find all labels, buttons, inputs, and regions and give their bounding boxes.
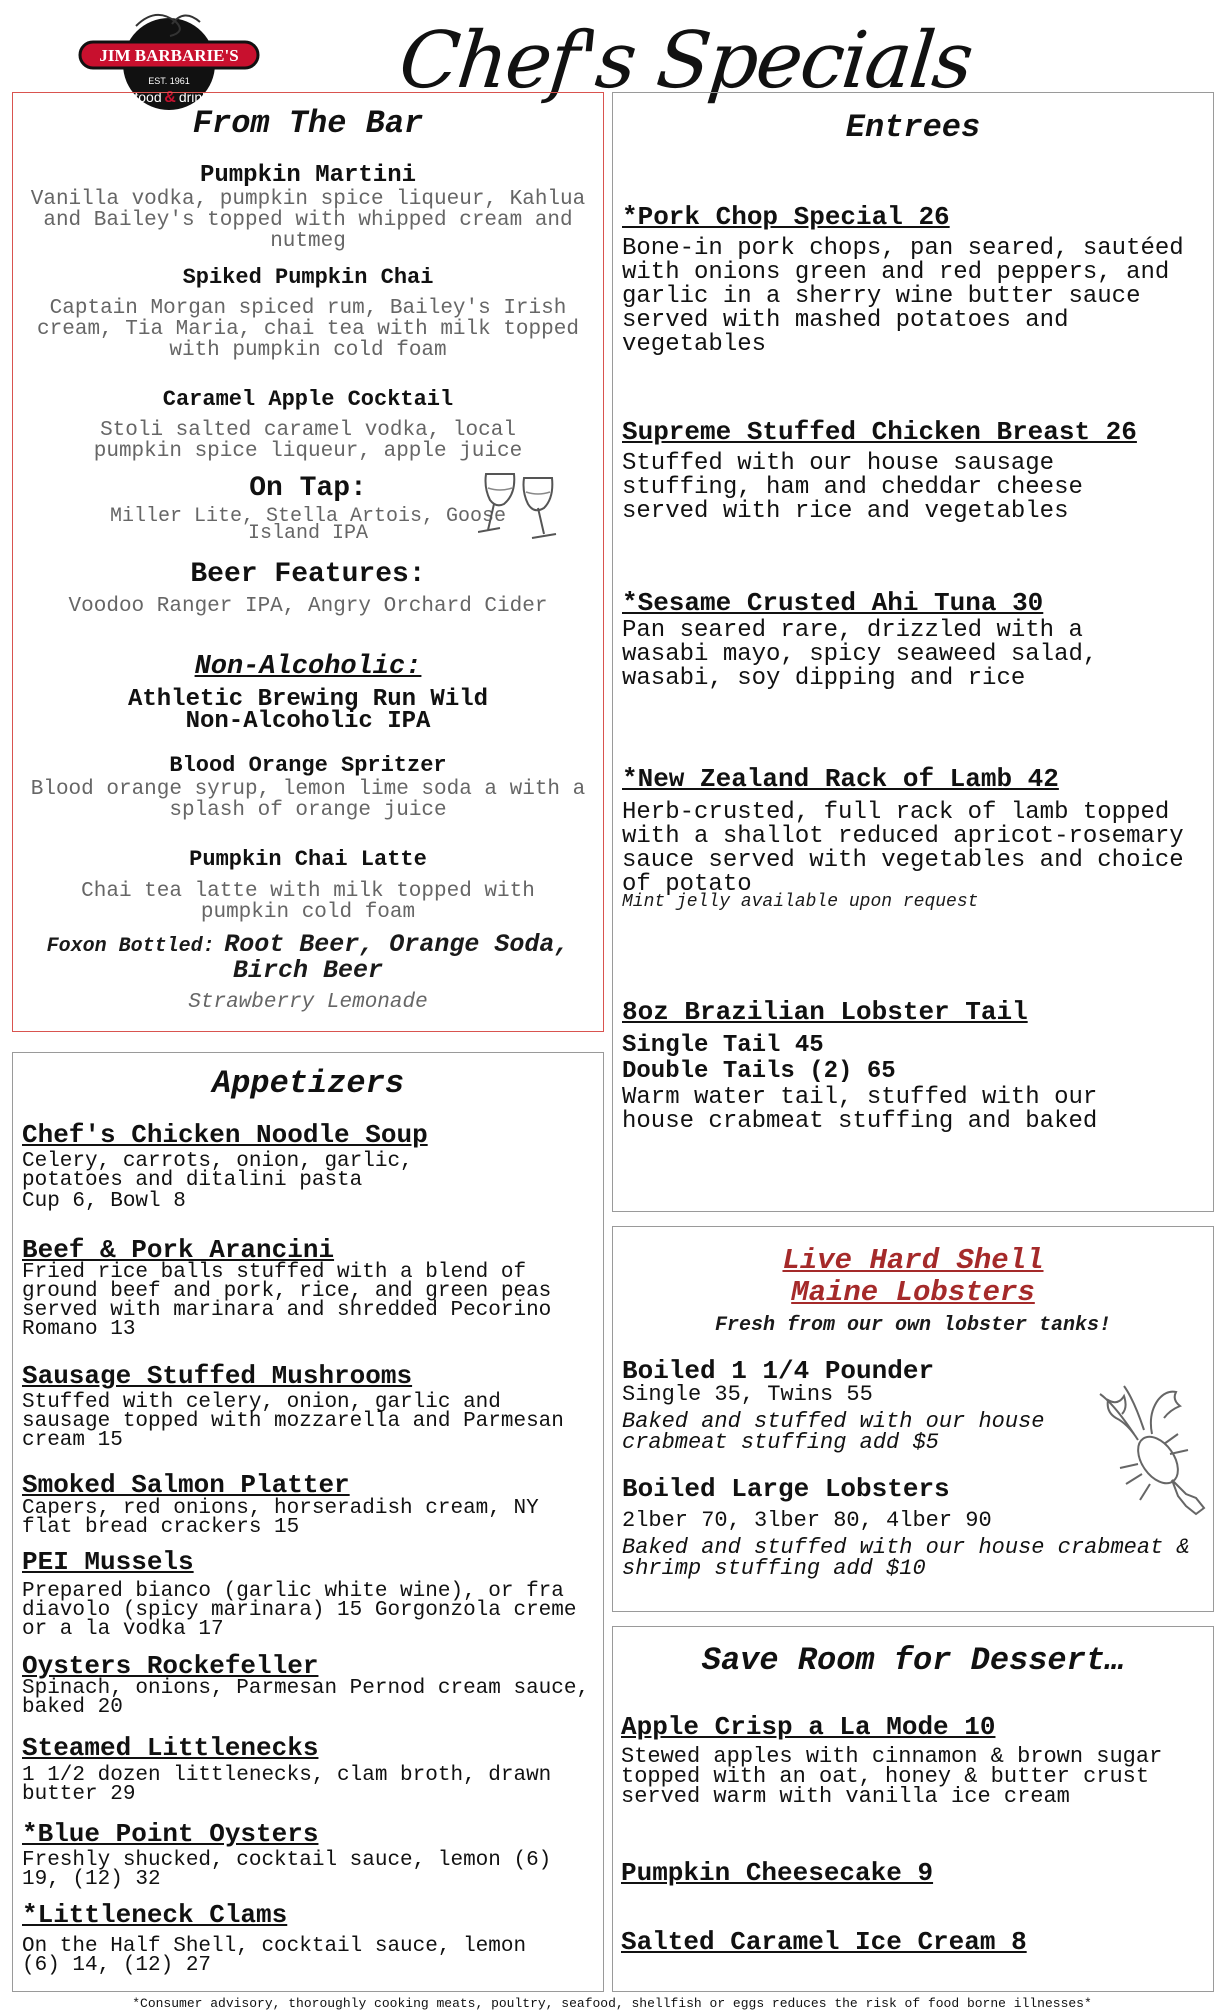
appetizer-name: *Littleneck Clams bbox=[22, 1900, 288, 1930]
appetizer-desc: Spinach, onions, Parmesan Pernod cream sauce, baked 20 bbox=[22, 1677, 590, 1719]
lobster-note: Baked and stuffed with our house crabmeat & shrimp stuffing add $10 bbox=[622, 1535, 1190, 1581]
lobster-price: Single 35, Twins 55 bbox=[622, 1382, 873, 1407]
appetizer-name: Oysters Rockefeller bbox=[22, 1651, 319, 1681]
appetizer-desc: Celery, carrots, onion, garlic, potatoes and ditalini pasta bbox=[22, 1150, 413, 1192]
appetizer-name: Smoked Salmon Platter bbox=[22, 1470, 350, 1500]
dessert-name: Pumpkin Cheesecake 9 bbox=[621, 1858, 934, 1888]
consumer-advisory: *Consumer advisory, thoroughly cooking meats, poultry, seafood, shellfish or eggs reduces the risk of food borne illnesses* bbox=[132, 1996, 1092, 2011]
appetizer-name: Beef & Pork Arancini bbox=[22, 1235, 335, 1265]
lobsters-title: Maine Lobsters bbox=[791, 1276, 1035, 1309]
appetizer-desc: Freshly shucked, cocktail sauce, lemon (6) 19, (12) 32 bbox=[22, 1849, 552, 1891]
bar-item-name: Caramel Apple Cocktail bbox=[162, 387, 454, 412]
logo-drink: drink bbox=[178, 89, 210, 105]
lobster-name: Boiled Large Lobsters bbox=[622, 1474, 950, 1504]
entree-desc: Warm water tail, stuffed with our house crabmeat stuffing and baked bbox=[622, 1084, 1098, 1135]
na-item-desc: Blood orange syrup, lemon lime soda a with a splash of orange juice bbox=[30, 778, 586, 822]
on-tap-desc: Miller Lite, Stella Artois, Goose Island IPA bbox=[109, 505, 507, 545]
entree-desc: Bone-in pork chops, pan seared, sautéed with onions green and red peppers, and garlic in a sherry wine butter sauce served with mashed potatoes and vegetables bbox=[622, 235, 1184, 358]
lobster-price: 2lber 70, 3lber 80, 4lber 90 bbox=[622, 1508, 992, 1533]
bar-title: From The Bar bbox=[192, 105, 424, 142]
lobster-icon bbox=[1094, 1384, 1220, 1532]
appetizer-desc: Fried rice balls stuffed with a blend of ground beef and pork, rice, and green peas served with marinara and shredded Pecorino Romano 13 bbox=[22, 1261, 552, 1341]
entree-note: Mint jelly available upon request bbox=[622, 892, 979, 912]
appetizer-desc: Capers, red onions, horseradish cream, NY flat bread crackers 15 bbox=[22, 1497, 539, 1539]
non-alcoholic-title: Non-Alcoholic: bbox=[194, 652, 422, 682]
appetizer-price: Cup 6, Bowl 8 bbox=[22, 1190, 186, 1213]
entree-name: 8oz Brazilian Lobster Tail bbox=[622, 997, 1028, 1027]
entree-price: Single Tail 45 bbox=[622, 1032, 824, 1059]
entree-desc: Pan seared rare, drizzled with a wasabi mayo, spicy seaweed salad, wasabi, soy dipping and rice bbox=[622, 617, 1098, 692]
entree-name: *Pork Chop Special 26 bbox=[622, 202, 950, 232]
entree-price: Double Tails (2) 65 bbox=[622, 1058, 896, 1085]
dessert-title: Save Room for Dessert… bbox=[701, 1642, 1125, 1679]
lemonade: Strawberry Lemonade bbox=[188, 991, 428, 1014]
entree-name: *New Zealand Rack of Lamb 42 bbox=[622, 764, 1059, 794]
appetizer-desc: Prepared bianco (garlic white wine), or fra diavolo (spicy marinara) 15 Gorgonzola creme or a la vodka 17 bbox=[22, 1580, 577, 1641]
appetizer-name: Steamed Littlenecks bbox=[22, 1733, 319, 1763]
on-tap-title: On Tap: bbox=[249, 473, 367, 504]
lobsters-title: Live Hard Shell bbox=[782, 1244, 1044, 1277]
appetizer-desc: On the Half Shell, cocktail sauce, lemon (6) 14, (12) 27 bbox=[22, 1935, 527, 1977]
lobster-name: Boiled 1 1/4 Pounder bbox=[622, 1356, 935, 1386]
entree-name: Supreme Stuffed Chicken Breast 26 bbox=[622, 417, 1137, 447]
bar-item-desc: Stoli salted caramel vodka, local pumpkin spice liqueur, apple juice bbox=[93, 419, 523, 463]
dessert-name: Apple Crisp a La Mode 10 bbox=[621, 1712, 996, 1742]
lobster-note: Baked and stuffed with our house crabmeat stuffing add $5 bbox=[622, 1409, 1045, 1455]
foxon-label: Foxon Bottled: bbox=[46, 935, 215, 958]
page-title: Chef's Specials bbox=[395, 16, 976, 106]
appetizer-name: PEI Mussels bbox=[22, 1547, 194, 1577]
bar-item-name: Spiked Pumpkin Chai bbox=[182, 265, 434, 290]
lobsters-subtitle: Fresh from our own lobster tanks! bbox=[714, 1314, 1112, 1337]
foxon-bottled bbox=[32, 930, 584, 985]
logo-est: EST. 1961 bbox=[148, 76, 190, 86]
bar-item-name: Pumpkin Martini bbox=[199, 162, 417, 189]
bar-item-desc: Vanilla vodka, pumpkin spice liqueur, Kahlua and Bailey's topped with whipped cream and nutmeg bbox=[30, 188, 586, 253]
appetizer-name: Sausage Stuffed Mushrooms bbox=[22, 1361, 413, 1391]
appetizer-desc: Stuffed with celery, onion, garlic and sausage topped with mozzarella and Parmesan cream 15 bbox=[22, 1391, 564, 1452]
appetizer-desc: 1 1/2 dozen littlenecks, clam broth, drawn butter 29 bbox=[22, 1764, 552, 1806]
beer-features-desc: Voodoo Ranger IPA, Angry Orchard Cider bbox=[68, 595, 548, 618]
beer-features-title: Beer Features: bbox=[190, 559, 426, 590]
dessert-desc: Stewed apples with cinnamon & brown sugar topped with an oat, honey & butter crust served warm with vanilla ice cream bbox=[621, 1744, 1163, 1809]
appetizer-name: Chef's Chicken Noodle Soup bbox=[22, 1120, 428, 1150]
bar-item-desc: Captain Morgan spiced rum, Bailey's Irish cream, Tia Maria, chai tea with milk topped with pumpkin cold foam bbox=[37, 297, 579, 362]
entrees-title: Entrees bbox=[845, 109, 981, 146]
na-item-desc: Chai tea latte with milk topped with pumpkin cold foam bbox=[81, 880, 535, 924]
wine-glasses-icon bbox=[478, 468, 568, 544]
na-item-name: Pumpkin Chai Latte bbox=[189, 847, 427, 872]
logo-amp: & bbox=[164, 89, 176, 106]
foxon-items: Root Beer, Orange Soda, Birch Beer bbox=[224, 930, 570, 985]
appetizer-name: *Blue Point Oysters bbox=[22, 1819, 319, 1849]
appetizers-title: Appetizers bbox=[211, 1065, 405, 1102]
entree-name: *Sesame Crusted Ahi Tuna 30 bbox=[622, 588, 1044, 618]
logo-food: food bbox=[134, 89, 162, 105]
logo-name: JIM BARBARIE'S bbox=[99, 46, 239, 65]
entree-desc: Stuffed with our house sausage stuffing, ham and cheddar cheese served with rice and vegetables bbox=[622, 450, 1083, 525]
na-item-name: Blood Orange Spritzer bbox=[169, 753, 447, 778]
dessert-name: Salted Caramel Ice Cream 8 bbox=[621, 1927, 1027, 1957]
na-item-name: Athletic Brewing Run Wild Non-Alcoholic IPA bbox=[127, 686, 489, 735]
entree-desc: Herb-crusted, full rack of lamb topped with a shallot reduced apricot-rosemary sauce served with vegetables and choice of potato bbox=[622, 799, 1184, 898]
